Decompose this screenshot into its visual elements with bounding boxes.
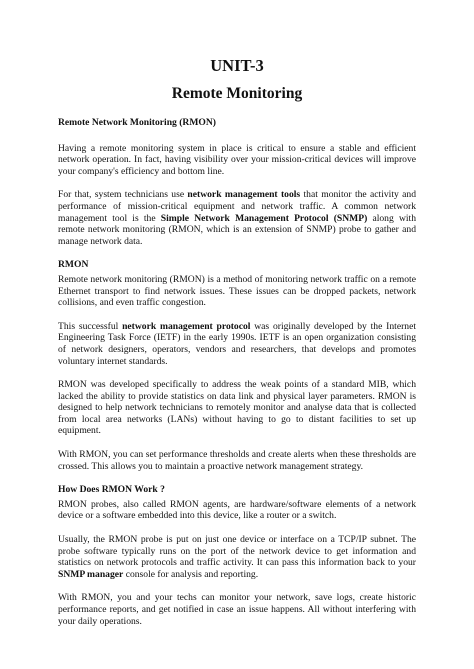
section-heading: Remote Network Monitoring (RMON): [58, 117, 216, 128]
text-run: Usually, the RMON probe is put on just one device or interface on a TCP/IP subnet. The probe software typically runs on the port of the network device to get information and statistics on network protocols and traffic activity. It can pass this information back to your: [58, 534, 416, 569]
how-heading: How Does RMON Work ?: [58, 484, 165, 496]
paragraph-ietf: [58, 321, 416, 367]
paragraph-rmon-definition: Remote network monitoring (RMON) is a method of monitoring network traffic on a remote Ethernet transport to find network issues. These issues can be dropped packets, network collisions, and even traffic congestion.: [58, 273, 416, 309]
paragraph-probes: RMON probes, also called RMON agents, are hardware/software elements of a network device or a software embedded into this device, like a router or a switch.: [58, 498, 416, 522]
bold-term-network-management-protocol: network management protocol: [122, 320, 251, 332]
text-run: For that, system technicians use: [58, 189, 188, 201]
text-run: was originally developed by the Internet Engineering Task Force (IETF) in the early 1990s. IETF is an open organization consisting of network designers, operators, vendors and researchers, that develops and promotes voluntary internet standards.: [58, 320, 416, 367]
bold-term-snmp-manager: SNMP manager: [58, 568, 124, 580]
paragraph-mib: RMON was developed specifically to address the weak points of a standard MIB, which lacked the ability to provide statistics on data link and physical layer parameters. RMON is designed to help network technicians to remotely monitor and analyse data that is collected from local area networks (LANs) without having to go to distant facilities to set up equipment.: [58, 379, 416, 437]
paragraph-thresholds: With RMON, you can set performance thresholds and create alerts when these thresholds are crossed. This allows you to maintain a proactive network management strategy.: [58, 449, 416, 472]
text-run: This successful: [58, 320, 123, 332]
text-run: along with remote network monitoring (RMON, which is an extension of SNMP) probe to gather and manage network data.: [58, 212, 417, 247]
unit-label: UNIT-3: [210, 56, 264, 75]
text-run: that monitor the activity and performance of mission-critical equipment and network traffic. A common network management tool is the: [58, 189, 416, 224]
paragraph-probe-placement: [58, 534, 416, 580]
paragraph-intro: Having a remote monitoring system in place is critical to ensure a stable and efficient network operation. In fact, having visibility over your mission-critical devices will improve your company's efficiency and bottom line.: [58, 142, 416, 177]
bold-term-network-management-tools: network management tools: [187, 189, 301, 201]
bold-term-snmp: Simple Network Management Protocol (SNMP): [160, 212, 368, 224]
paragraph-tools: [58, 189, 416, 247]
paragraph-monitoring: With RMON, you and your techs can monitor your network, save logs, create historic performance reports, and get notified in case an issue happens. All without interfering with your daily operations.: [58, 592, 416, 627]
text-run: console for analysis and reporting.: [123, 568, 259, 580]
page-title: Remote Monitoring: [171, 85, 303, 102]
rmon-heading: RMON: [58, 259, 89, 271]
